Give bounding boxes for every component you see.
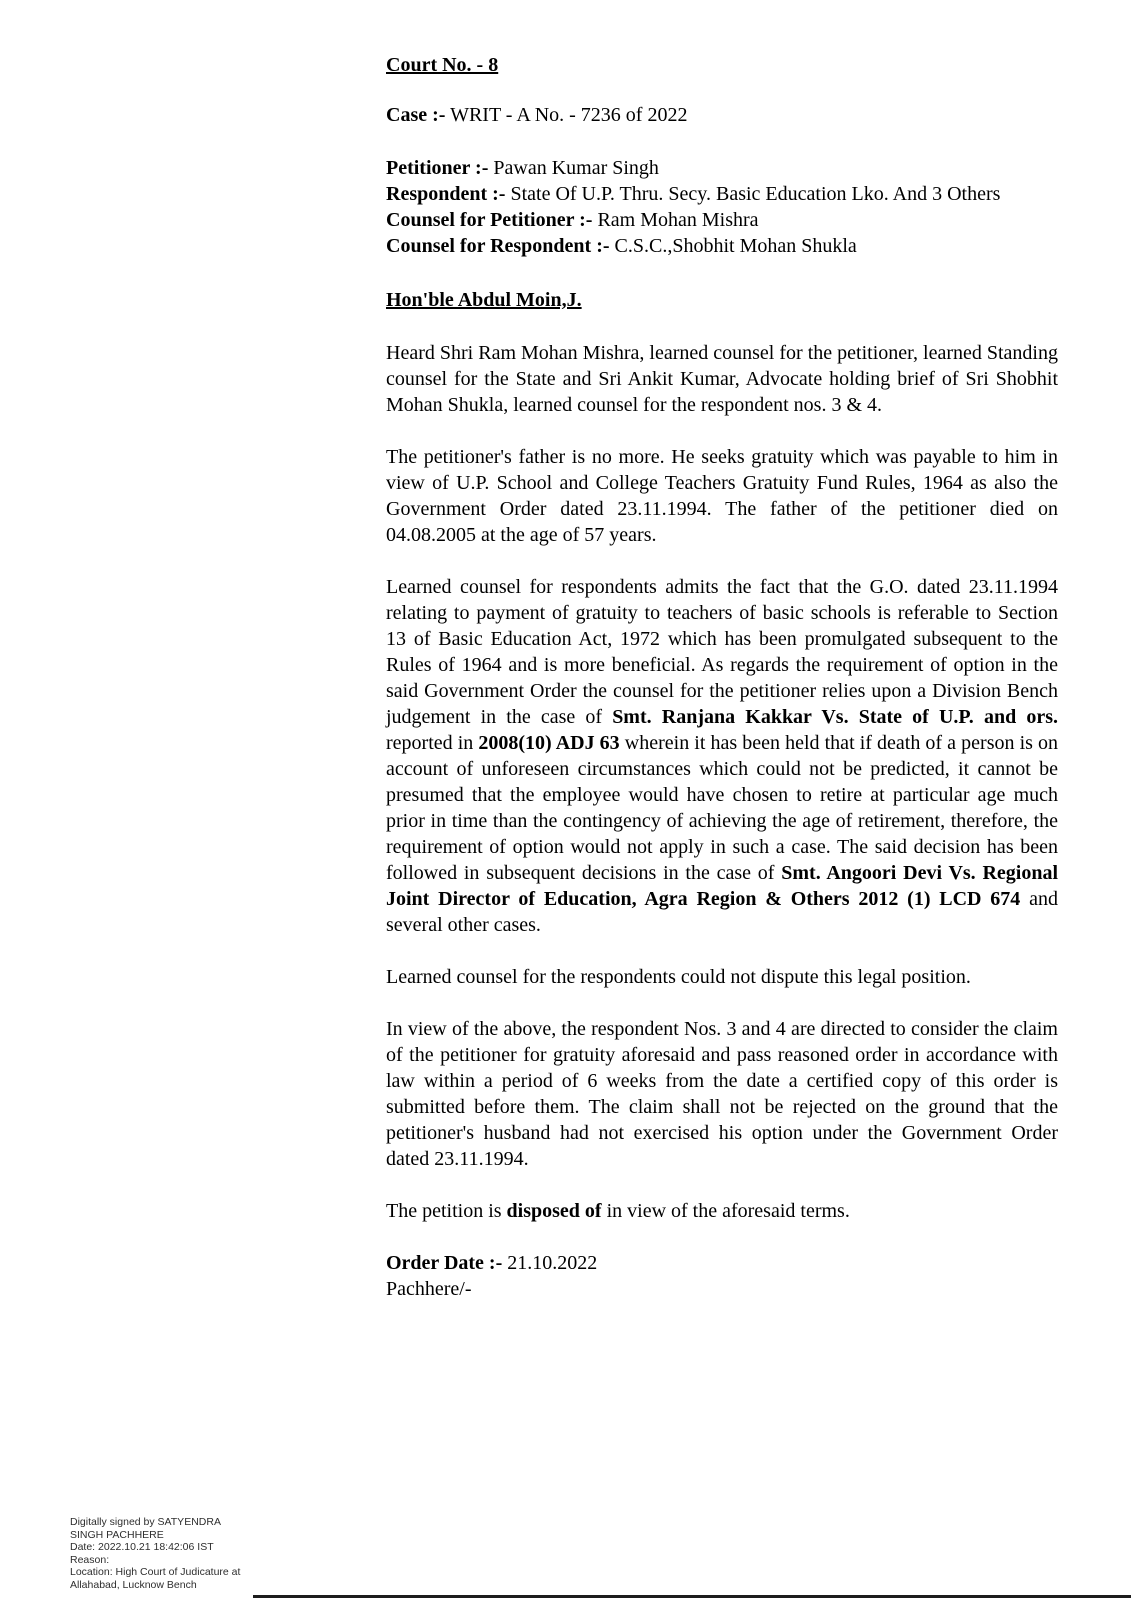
order-paragraph: [386, 340, 1058, 418]
court-number-heading: Court No. - 8: [386, 54, 499, 76]
order-paragraph: [386, 1016, 1058, 1172]
order-paragraph: [386, 574, 1058, 938]
paragraph-text: The petitioner's father is no more. He seeks gratuity which was payable to him in view of U.P. School and College Teachers Gratuity Fund Rules, 1964 as also the Government Order dated 23.11.1994. The father of the petitioner died on 04.08.2005 at the age of 57 years.: [386, 446, 1058, 546]
party-label: Respondent :-: [386, 183, 506, 205]
paragraph-text: in view of the aforesaid terms.: [601, 1200, 850, 1222]
signature-line: Date: 2022.10.21 18:42:06 IST: [70, 1541, 214, 1553]
paragraph-text: Learned counsel for respondents admits the fact that the G.O. dated 23.11.1994 relating to payment of gratuity to teachers of basic schools is referable to Section 13 of Basic Education Act, 1972 which has been promulgated subsequent to the Rules of 1964 and is more beneficial. As regards the requirement of option in the said Government Order the counsel for the petitioner relies upon a Division Bench judgement in the case of: [386, 576, 1058, 728]
order-paragraph: [386, 1198, 1058, 1224]
paragraph-text: reported in: [386, 732, 479, 754]
bold-citation-text: Smt. Ranjana Kakkar Vs. State of U.P. and ors.: [612, 706, 1058, 728]
signatory-line: Pachhere/-: [386, 1278, 472, 1300]
party-value: Pawan Kumar Singh: [488, 157, 659, 179]
signature-line: Digitally signed by SATYENDRA: [70, 1516, 221, 1528]
party-label: Counsel for Petitioner :-: [386, 209, 593, 231]
order-date-label: Order Date :-: [386, 1252, 503, 1274]
paragraph-text: wherein it has been held that if death of a person is on account of unforeseen circumstances which could not be predicted, it cannot be presumed that the employee would have chosen to retire at particular age much prior in time than the contingency of achieving the age of retirement, therefore, the requirement of option would not apply in such a case. The said decision has been followed in subsequent decisions in the case of: [386, 732, 1059, 884]
bold-citation-text: 2008(10) ADJ 63: [478, 732, 620, 754]
party-line: [386, 155, 1058, 181]
scan-edge-line: [253, 1595, 1131, 1598]
case-number-line: [386, 102, 1058, 128]
party-value: State Of U.P. Thru. Secy. Basic Education Lko. And 3 Others: [505, 183, 1001, 205]
order-date-line: [386, 1250, 1058, 1276]
paragraph-text: Heard Shri Ram Mohan Mishra, learned counsel for the petitioner, learned Standing counsel for the State and Sri Ankit Kumar, Advocate holding brief of Sri Shobhit Mohan Shukla, learned counsel for the respondent nos. 3 & 4.: [386, 342, 1058, 416]
order-content: [386, 52, 1058, 1302]
order-paragraph: [386, 964, 1058, 990]
party-label: Counsel for Respondent :-: [386, 235, 610, 257]
judge-heading: Hon'ble Abdul Moin,J.: [386, 289, 582, 311]
order-paragraph: [386, 444, 1058, 548]
signature-line: Allahabad, Lucknow Bench: [70, 1578, 197, 1591]
party-line: [386, 233, 1058, 259]
case-label: Case :-: [386, 104, 446, 126]
paragraph-text: and several other cases.: [386, 888, 1058, 936]
signature-line: Location: High Court of Judicature at: [70, 1566, 241, 1578]
party-line: [386, 181, 1058, 207]
paragraph-text: Learned counsel for the respondents could not dispute this legal position.: [386, 966, 971, 988]
bold-citation-text: Smt. Angoori Devi Vs. Regional Joint Director of Education, Agra Region & Others 2012 (1) LCD 674: [386, 862, 1058, 910]
order-body: [386, 340, 1058, 1224]
digital-signature-block: [70, 1516, 240, 1591]
paragraph-text: The petition is: [386, 1200, 507, 1222]
party-line: [386, 207, 1058, 233]
case-value: WRIT - A No. - 7236 of 2022: [445, 104, 688, 126]
paragraph-text: In view of the above, the respondent Nos. 3 and 4 are directed to consider the claim of the petitioner for gratuity aforesaid and pass reasoned order in accordance with law within a period of 6 weeks from the date a certified copy of this order is submitted before them. The claim shall not be rejected on the ground that the petitioner's husband had not exercised his option under the Government Order dated 23.11.1994.: [386, 1018, 1058, 1170]
order-date-value: 21.10.2022: [502, 1252, 598, 1274]
bold-citation-text: disposed of: [506, 1200, 602, 1222]
signature-line: Reason:: [70, 1553, 110, 1566]
parties-block: [386, 155, 1058, 259]
party-value: Ram Mohan Mishra: [592, 209, 759, 231]
party-value: C.S.C.,Shobhit Mohan Shukla: [609, 235, 857, 257]
signature-line: SINGH PACHHERE: [70, 1528, 164, 1541]
party-label: Petitioner :-: [386, 157, 489, 179]
